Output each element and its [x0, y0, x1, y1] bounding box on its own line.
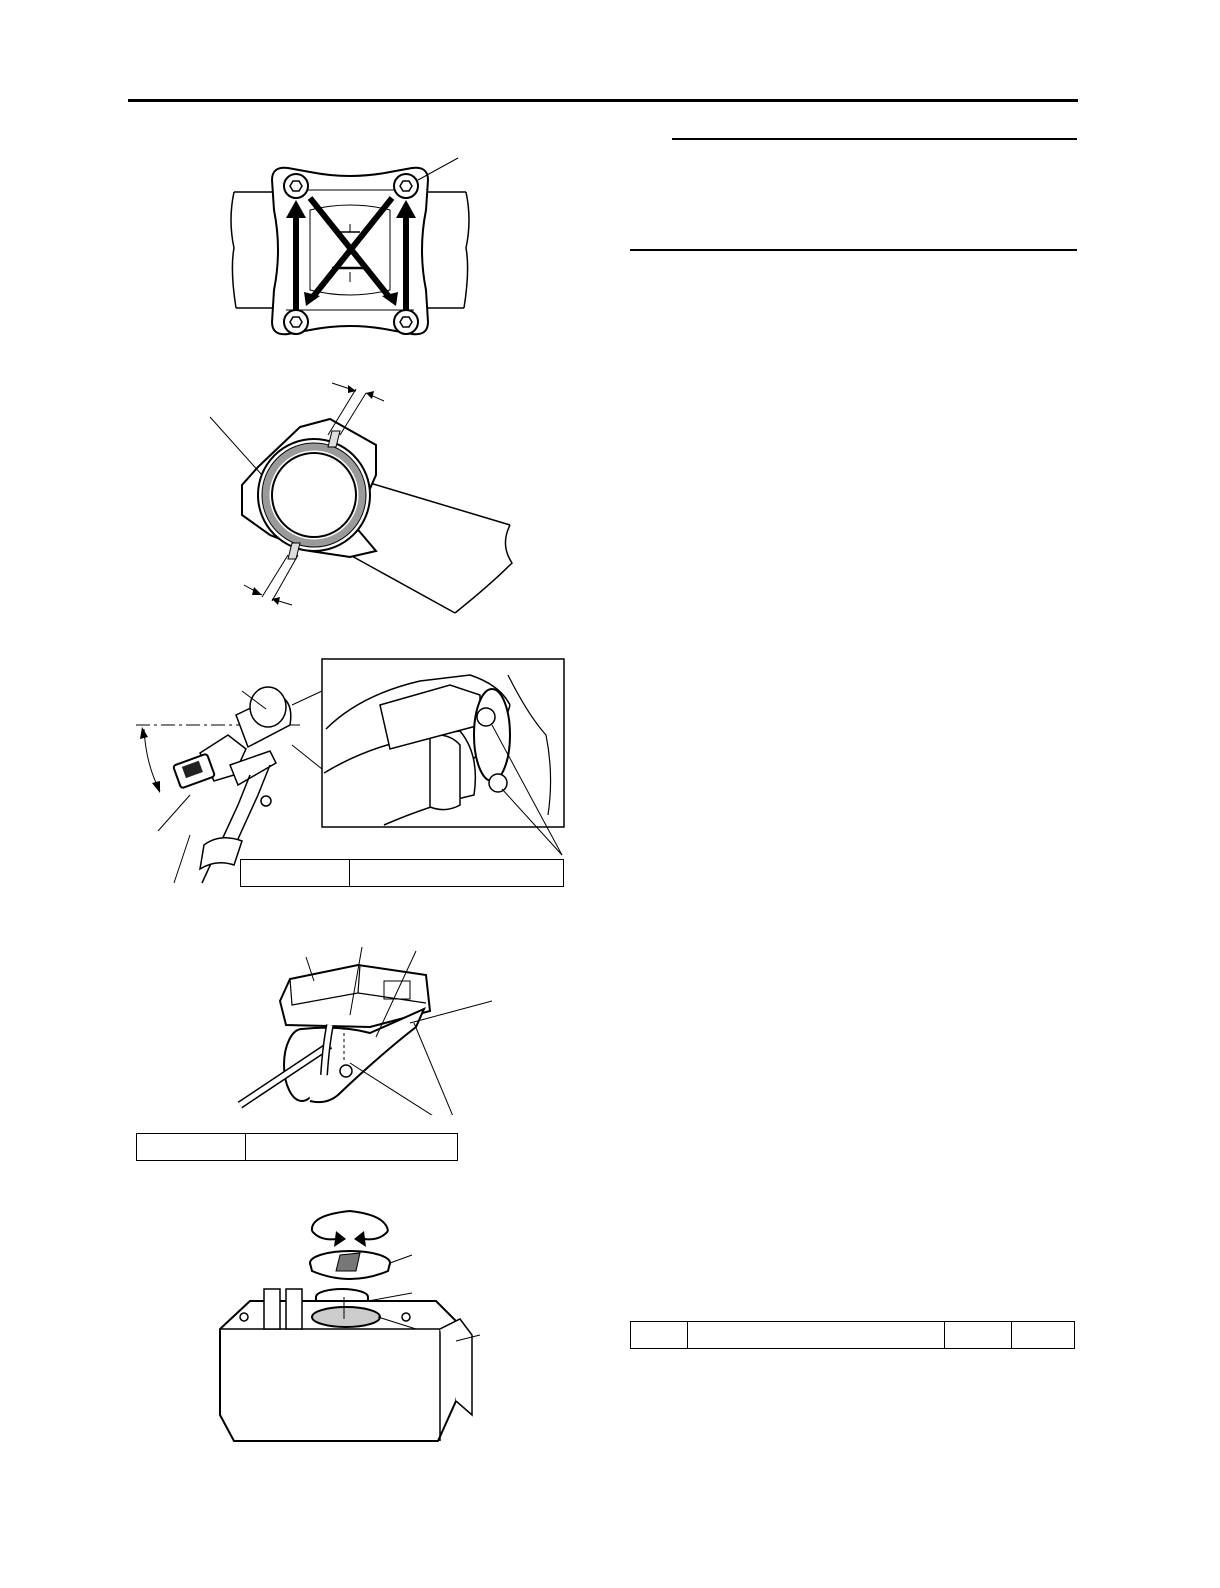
lever-torque-table: [240, 859, 564, 887]
battery-cover-figure: [210, 1205, 500, 1455]
grip-gap-figure: [200, 375, 530, 625]
spec-cell-4: [1012, 1322, 1075, 1349]
switch-housing-figure: [230, 945, 510, 1115]
spec-table: [630, 1321, 1075, 1349]
bolt-sequence-figure: [220, 150, 480, 350]
header-rule: [128, 99, 1078, 102]
spec-cell-2: [688, 1322, 945, 1349]
switch-torque-table: [136, 1133, 458, 1161]
lever-torque-label: [241, 860, 350, 887]
switch-torque-value: [246, 1134, 458, 1161]
switch-torque-label: [137, 1134, 246, 1161]
spec-cell-1: [631, 1322, 688, 1349]
note-bottom-rule: [630, 249, 1077, 251]
lever-torque-value: [350, 860, 564, 887]
note-top-rule: [672, 138, 1077, 140]
spec-cell-3: [945, 1322, 1012, 1349]
